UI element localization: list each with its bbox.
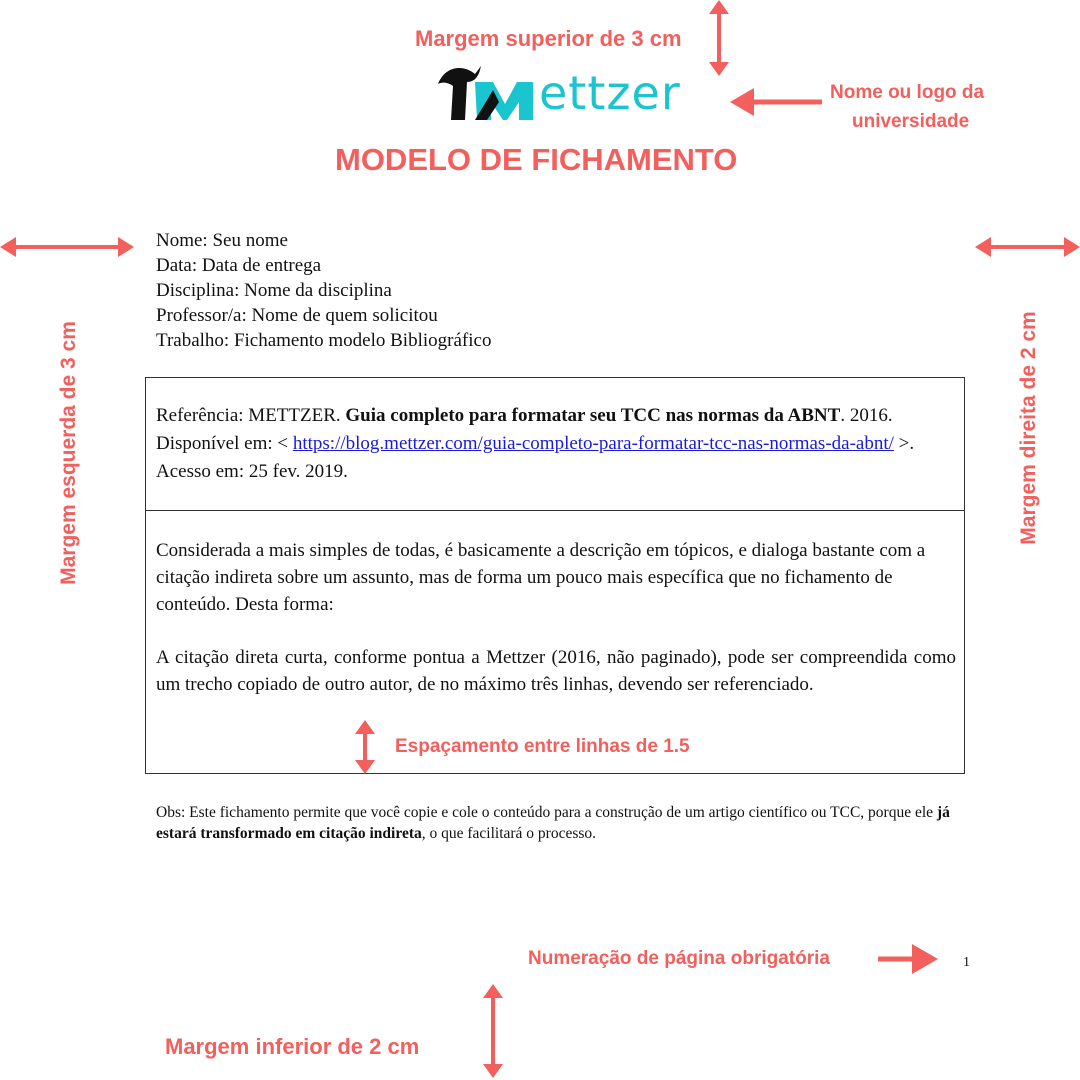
reference-after-title: . 2016. Disponível em: < [156,405,893,454]
header-line-professor: Professor/a: Nome de quem solicitou [156,305,438,326]
right-margin-label: Margem direita de 2 cm [1017,311,1040,545]
obs-bold-text: já estará transformado em citação indireta [156,804,950,842]
vertical-double-arrow-icon [481,984,505,1078]
right-arrow-icon [878,942,938,976]
vertical-double-arrow-icon [707,0,731,76]
header-line-work: Trabalho: Fichamento modelo Bibliográfico [156,330,492,351]
header-line-name: Nome: Seu nome [156,230,288,251]
obs-text: Obs: Este fichamento permite que você copie e cole o conteúdo para a construção de um artigo científico ou TCC, porque ele [156,804,937,821]
page-number: 1 [963,955,970,970]
left-margin-label: Margem esquerda de 3 cm [57,321,80,585]
header-line-discipline: Disciplina: Nome da disciplina [156,280,392,301]
body-paragraph-1: Considerada a mais simples de todas, é basicamente a descrição em tópicos, e dialoga bastante com a citação indireta sobre um assunto, mas de forma um pouco mais específica que no fichamento de conteúdo. Desta forma: [156,540,926,615]
obs-text-end: , o que facilitará o processo. [421,825,597,842]
logo-wordmark: ettzer [539,66,681,120]
box-divider [146,510,964,511]
university-logo [435,62,700,129]
horizontal-double-arrow-icon [975,235,1080,259]
reference-block [156,402,956,486]
fichamento-box [145,377,965,774]
vertical-double-arrow-icon [353,720,377,774]
reference-suffix: >. Acesso em: 25 fev. 2019. [156,433,915,482]
bottom-margin-label: Margem inferior de 2 cm [165,1034,420,1059]
header-line-date: Data: Data de entrega [156,255,322,276]
reference-title: Guia completo para formatar seu TCC nas normas da ABNT [345,405,841,426]
left-arrow-icon [730,86,822,118]
logo-note-line2: universidade [852,111,970,132]
page-title: MODELO DE FICHAMENTO [335,142,738,177]
line-spacing-label: Espaçamento entre linhas de 1.5 [395,736,690,757]
top-margin-label: Margem superior de 3 cm [415,26,682,51]
logo-note-line1: Nome ou logo da [830,82,985,103]
obs-note [156,802,956,844]
horizontal-double-arrow-icon [0,235,134,259]
body-paragraph-2: A citação direta curta, conforme pontua a Mettzer (2016, não paginado), pode ser compreendida como um trecho copiado de outro autor, de no máximo três linhas, devendo ser referenciado. [156,647,956,695]
reference-link[interactable]: https://blog.mettzer.com/guia-completo-para-formatar-tcc-nas-normas-da-abnt/ [292,433,894,454]
reference-prefix: Referência: METTZER. [156,405,346,426]
page-number-label: Numeração de página obrigatória [528,948,830,969]
